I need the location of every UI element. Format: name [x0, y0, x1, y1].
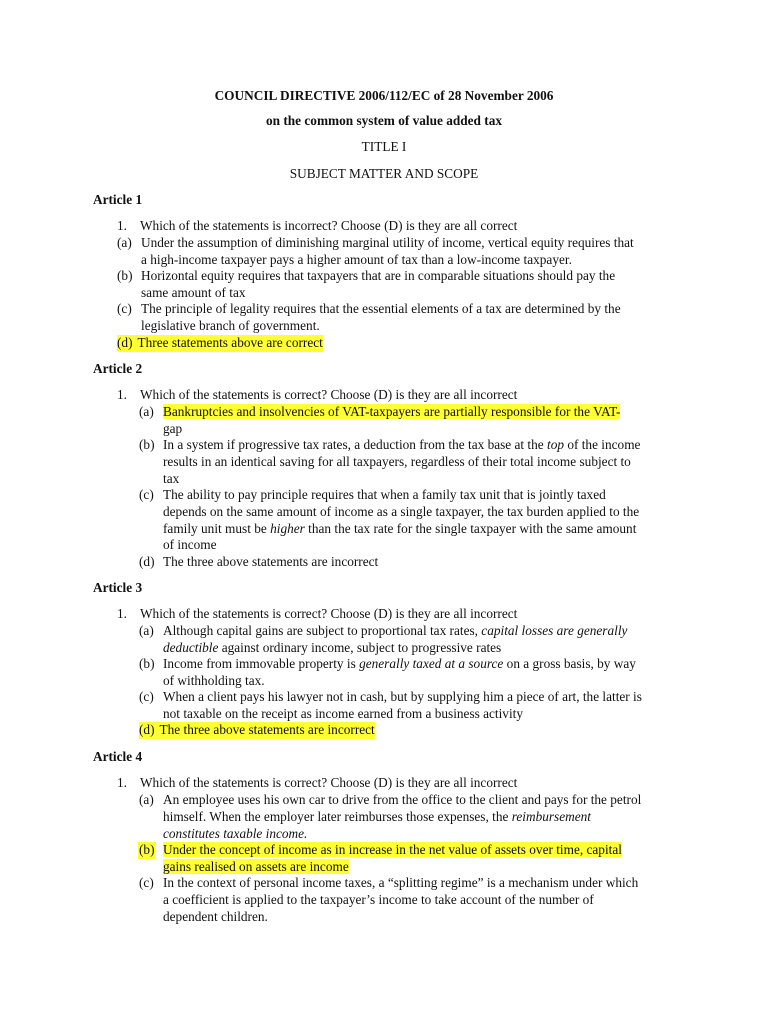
option-text-line	[163, 656, 636, 673]
option-text-line	[163, 623, 627, 640]
option-text-italic: generally taxed at a source	[359, 656, 504, 671]
question-text: Which of the statements is correct? Choose (D) is they are all incorrect	[140, 775, 518, 790]
option-text: legislative branch of government.	[141, 317, 320, 333]
option-text: dependent children.	[163, 908, 268, 924]
option-text-line	[163, 640, 627, 657]
option-text-italic: deductible	[163, 639, 219, 655]
option-text: results in an identical saving for all taxpayers, regardless of their total income subject to	[163, 453, 631, 469]
option-text: same amount of tax	[141, 284, 246, 300]
option-text: An employee uses his own car to drive from the office to the client and pays for the petrol	[163, 792, 642, 807]
option-label: (d)	[117, 335, 133, 350]
option-text: Income from immovable property is	[163, 656, 360, 671]
option-text: a high-income taxpayer pays a higher amount of tax than a low-income taxpayer.	[141, 251, 572, 267]
option-text: of the income	[564, 437, 641, 452]
option-text: The principle of legality requires that the essential elements of a tax are determined by the	[141, 301, 621, 316]
option-text: Under the concept of income as in increase in the net value of assets over time, capital	[163, 842, 622, 857]
option-text: a coefficient is applied to the taxpayer’s income to take account of the number of	[163, 891, 594, 907]
option-label: (b)	[139, 656, 155, 671]
option-text: Three statements above are correct	[137, 335, 323, 350]
option-label: (a)	[117, 235, 132, 250]
option-text-italic: capital losses are generally	[481, 623, 628, 638]
option-text: gap	[163, 420, 183, 436]
directive-subtitle: on the common system of value added tax	[265, 113, 502, 128]
option-label: (a)	[139, 404, 154, 419]
option-text: family unit must be	[163, 520, 271, 536]
question-number: 1.	[117, 387, 127, 402]
article-heading: Article 2	[93, 361, 143, 376]
option-text-line	[163, 437, 640, 454]
option-text: gains realised on assets are income	[163, 858, 349, 874]
option-label: (b)	[117, 268, 133, 283]
option-text-italic: top	[547, 437, 565, 452]
option-text: himself. When the employer later reimburses those expenses, the	[163, 808, 512, 824]
option-text-italic: higher	[270, 520, 305, 536]
option-text: The three above statements are incorrect	[163, 554, 379, 569]
option-text: Although capital gains are subject to proportional tax rates,	[163, 623, 482, 638]
article-heading: Article 4	[93, 749, 143, 764]
option-label: (c)	[117, 301, 132, 316]
option-text: not taxable on the receipt as income earned from a business activity	[163, 705, 523, 721]
option-text: depends on the same amount of income as a single taxpayer, the tax burden applied to the	[163, 503, 640, 519]
option-text: In a system if progressive tax rates, a deduction from the tax base at the	[163, 437, 548, 452]
option-text: Under the assumption of diminishing marginal utility of income, vertical equity requires that	[141, 235, 634, 250]
subject-heading: SUBJECT MATTER AND SCOPE	[289, 166, 479, 181]
option-text-italic: constitutes taxable income.	[163, 825, 308, 841]
option-text: The three above statements are incorrect	[159, 722, 375, 737]
question-number: 1.	[117, 775, 127, 790]
question-number: 1.	[117, 218, 127, 233]
article-heading: Article 1	[93, 192, 143, 207]
option-text: of withholding tax.	[163, 672, 265, 688]
option-text: When a client pays his lawyer not in cash, but by supplying him a piece of art, the latter is	[163, 689, 642, 704]
option-text: In the context of personal income taxes, a “splitting regime” is a mechanism under which	[163, 875, 639, 890]
option-label: (b)	[139, 437, 155, 452]
option-text: against ordinary income, subject to progressive rates	[218, 639, 502, 655]
option-label: (c)	[139, 487, 154, 502]
question-number: 1.	[117, 606, 127, 621]
option-text: on a gross basis, by way	[503, 656, 636, 671]
highlighted-answer	[139, 722, 375, 739]
option-label: (a)	[139, 792, 154, 807]
option-text-line	[163, 521, 639, 538]
option-text: than the tax rate for the single taxpayer with the same amount	[304, 520, 637, 536]
question-text: Which of the statements is correct? Choose (D) is they are all incorrect	[140, 387, 518, 402]
option-text: The ability to pay principle requires that when a family tax unit that is jointly taxed	[163, 487, 606, 502]
option-text: of income	[163, 537, 217, 553]
question-text: Which of the statements is correct? Choose (D) is they are all incorrect	[140, 606, 518, 621]
option-text: Horizontal equity requires that taxpayers that are in comparable situations should pay the	[141, 268, 616, 283]
option-label: (c)	[139, 689, 154, 704]
option-label: (b)	[139, 842, 155, 857]
article-heading: Article 3	[93, 580, 143, 595]
option-text: tax	[163, 470, 180, 486]
question-text: Which of the statements is incorrect? Choose (D) is they are all correct	[140, 218, 518, 233]
option-label: (d)	[139, 554, 155, 569]
option-label: (c)	[139, 875, 154, 890]
directive-title: COUNCIL DIRECTIVE 2006/112/EC of 28 November 2006	[214, 88, 554, 103]
highlighted-answer	[117, 335, 323, 352]
option-text-italic: reimbursement	[511, 808, 591, 824]
option-text: Bankruptcies and insolvencies of VAT-taxpayers are partially responsible for the VAT-	[163, 404, 621, 419]
title-part: TITLE I	[361, 139, 407, 154]
option-text-line	[163, 809, 641, 826]
option-label: (d)	[139, 722, 155, 737]
option-label: (a)	[139, 623, 154, 638]
